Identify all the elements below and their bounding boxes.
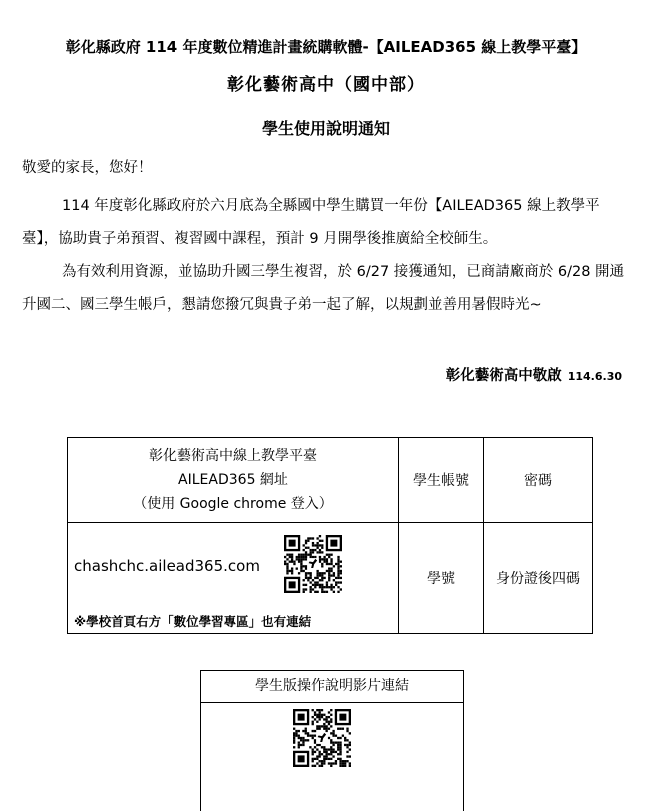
password-header: 密碼 [484, 438, 593, 523]
password-value: 身份證後四碼 [484, 523, 593, 634]
platform-qr-code-icon[interactable] [284, 535, 342, 593]
login-info-table [67, 437, 593, 634]
platform-header-line-1: 彰化藝術高中線上教學平臺 [149, 448, 317, 464]
account-header: 學生帳號 [399, 438, 484, 523]
title-line-1: 彰化縣政府 114 年度數位精進計畫統購軟體-【AILEAD365 線上教學平臺】 [65, 38, 587, 56]
school-homepage-note: ※學校首頁右方「數位學習專區」也有連結 [74, 614, 312, 629]
account-value: 學號 [399, 523, 484, 634]
platform-header-cell [68, 438, 399, 523]
platform-header-line-3: （使用 Google chrome 登入） [133, 496, 333, 512]
title-line-2: 彰化藝術高中（國中部） [227, 75, 425, 95]
video-link-title: 學生版操作說明影片連結 [201, 671, 463, 703]
platform-url-link[interactable]: chashchc.ailead365.com [74, 557, 260, 575]
platform-header-line-2: AILEAD365 網址 [178, 472, 288, 488]
signature-block [446, 364, 622, 385]
url-cell [68, 523, 399, 634]
paragraph-2: 為有效利用資源，並協助升國三學生複習，於 6/27 接獲通知，已商請廠商於 6/28 開通升國二、國三學生帳戶，懇請您撥冗與貴子弟一起了解，以規劃並善用暑假時光~ [22, 264, 625, 313]
signature: 彰化藝術高中敬啟 [445, 368, 562, 384]
signature-date: 114.6.30 [567, 370, 622, 383]
paragraph-1: 114 年度彰化縣政府於六月底為全縣國中學生購買一年份【AILEAD365 線上教學平臺】，協助貴子弟預習、複習國中課程，預計 9 月開學後推廣給全校師生。 [22, 198, 600, 247]
notice-title: 學生使用說明通知 [261, 119, 390, 138]
video-link-box [200, 670, 464, 811]
video-qr-code-icon[interactable] [293, 709, 351, 767]
greeting: 敬愛的家長，您好！ [22, 160, 153, 176]
